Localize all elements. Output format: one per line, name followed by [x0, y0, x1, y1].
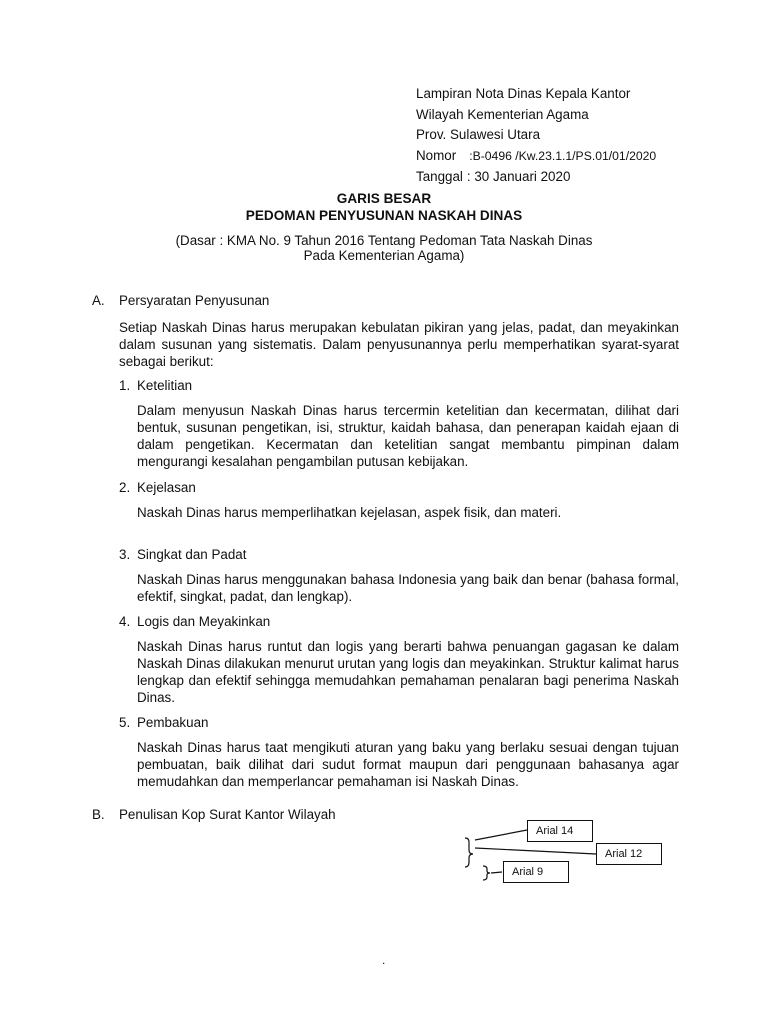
- connector-arial9-line: [491, 872, 502, 873]
- item-2-number: 2.: [119, 480, 131, 495]
- section-a-heading: Persyaratan Penyusunan: [119, 293, 270, 308]
- section-b-heading: Penulisan Kop Surat Kantor Wilayah: [119, 807, 336, 822]
- document-subtitle: PEDOMAN PENYUSUNAN NASKAH DINAS: [245, 208, 523, 223]
- page-mark: .: [382, 953, 386, 967]
- document-title: GARIS BESAR: [336, 191, 432, 206]
- header-nomor: [416, 146, 736, 167]
- item-5-text: Naskah Dinas harus taat mengikuti aturan yang baku yang berlaku sesuai dengan tujuan pembuatan, baik dilihat dari sudut format maupun dari penggunaan bahasanya agar memudahkan dan memperlancar pemahaman isi Naskah Dinas.: [137, 740, 679, 789]
- item-1-title: Ketelitian: [137, 378, 193, 393]
- section-a-intro: Setiap Naskah Dinas harus merupakan kebulatan pikiran yang jelas, padat, dan meyakinkan dalam susunan yang sistematis. Dalam penyusunannya perlu memperhatikan syarat-syarat sebagai berikut:: [119, 320, 679, 369]
- item-1-number: 1.: [119, 378, 131, 393]
- basis-line-1: (Dasar : KMA No. 9 Tahun 2016 Tentang Pedoman Tata Naskah Dinas: [175, 233, 593, 248]
- connector-arial12-line: [475, 848, 596, 854]
- connector-arial14-line: [475, 830, 527, 840]
- header-tanggal: [416, 167, 736, 188]
- item-4-title: Logis dan Meyakinkan: [137, 614, 271, 629]
- nomor-label: Nomor: [416, 148, 457, 164]
- item-4-number: 4.: [119, 614, 131, 629]
- bracket-top-shape: [465, 838, 473, 867]
- header-line-1: Lampiran Nota Dinas Kepala Kantor: [416, 86, 631, 101]
- item-5-title: Pembakuan: [137, 715, 209, 730]
- item-3-text: Naskah Dinas harus menggunakan bahasa Indonesia yang baik dan benar (bahasa formal, efektif, singkat, padat, dan lengkap).: [137, 572, 679, 604]
- label-arial-9: Arial 9: [503, 861, 569, 883]
- item-3-number: 3.: [119, 547, 131, 562]
- label-arial-14: Arial 14: [527, 820, 593, 842]
- item-1-text: Dalam menyusun Naskah Dinas harus tercermin ketelitian dan kecermatan, dilihat dari bentuk, susunan pengetikan, isi, struktur, kaidah bahasa, dan penerapan kaidah ejaan di dalam pengetikan. Kecermatan dan ketelitian sangat membantu pimpinan dalam mengurangi kesalahan pengambilan putusan kebijakan.: [137, 403, 679, 469]
- item-4-text: Naskah Dinas harus runtut dan logis yang berarti bahwa penuangan gagasan ke dalam Naskah Dinas dilakukan menurut urutan yang logis dan meyakinkan. Struktur kalimat harus lengkap dan efektif sehingga memudahkan pemahaman penalaran bagi penerima Naskah Dinas.: [137, 639, 679, 705]
- item-3-title: Singkat dan Padat: [137, 547, 247, 562]
- tanggal-label: Tanggal: [416, 168, 463, 184]
- header-line-3: Prov. Sulawesi Utara: [416, 127, 541, 143]
- section-b-letter: B.: [92, 807, 105, 822]
- label-arial-12: Arial 12: [596, 843, 662, 865]
- basis-line-2: Pada Kementerian Agama): [303, 248, 465, 263]
- bracket-bottom-shape: [483, 866, 490, 880]
- tanggal-value: : 30 Januari 2020: [466, 168, 571, 184]
- nomor-value: :B-0496 /Kw.23.1.1/PS.01/01/2020: [469, 149, 657, 164]
- section-a-letter: A.: [92, 293, 105, 308]
- letter-header: [416, 84, 736, 187]
- header-line-2: Wilayah Kementerian Agama: [416, 106, 589, 122]
- item-2-text: Naskah Dinas harus memperlihatkan kejelasan, aspek fisik, dan materi.: [137, 505, 562, 520]
- item-5-number: 5.: [119, 715, 131, 730]
- item-2-title: Kejelasan: [137, 480, 196, 495]
